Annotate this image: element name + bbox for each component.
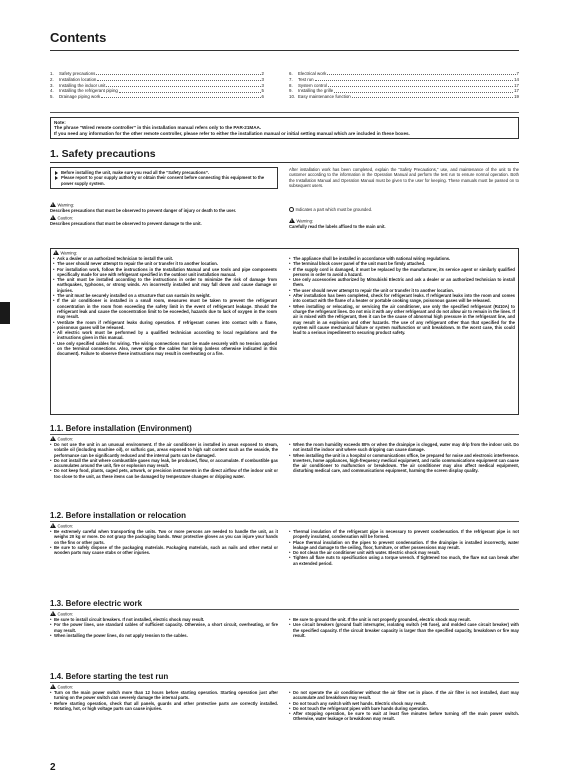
bullet-item: • The user should never attempt to repair the unit or transfer it to another location. [289,288,515,293]
box-item-1: Before installing the unit, make sure you read all the “Safety precautions”. [55,170,273,175]
section-1-3-list-right [289,617,519,638]
toc-entry-page: 5 [261,88,264,94]
toc-entry-label: Installing the grille [298,88,334,94]
toc-leader-dots [328,83,513,87]
symbol-legend [50,202,278,226]
note-box [50,117,519,139]
contents-top-rule [50,50,519,51]
toc-leader-dots [96,71,260,75]
toc-entry-label: Safety precautions [59,71,96,76]
toc-entry-page: 2 [261,71,264,76]
section-1-2-heading: 1.2. Before installation or relocation [50,511,187,520]
section-1-3-caution: !Caution: [50,611,73,617]
section-1-rule [50,162,519,163]
section-1-1-rule [50,434,519,435]
toc-entry-label: Installation location [59,76,97,82]
toc-leader-dots [334,88,513,92]
toc-entry-page: 3 [261,82,264,88]
toc-entry-label: Test run [298,76,314,82]
right-warning [289,218,519,229]
bullet-item: • Turn on the main power switch more than 12 hours before starting operation. Starting operation just after turning on the power switch can severely damage the internal parts. [50,690,278,701]
bullet-item: • After stopping operation, be sure to wait at least five minutes before turning off the main power switch. Otherwise, water leakage or breakdown may result. [289,711,519,722]
toc-right-column [289,71,519,100]
toc-entry-label: Installing the refrigerant piping [59,88,118,94]
bullet-item: • Place thermal insulation on the pipes to prevent condensation. If the drainpipe is installed incorrectly, water leakage and damage to the ceiling, floor, furniture, or other possessions may result. [289,540,519,551]
warning-legend-label: !Warning: [50,202,278,208]
caution-triangle-icon [50,215,56,220]
section-1-4-list-right [289,690,519,722]
bullet-item: • Do not clean the air conditioner unit with water. Electric shock may result. [289,550,519,555]
toc-entry-number: 8. [289,82,293,88]
bullet-item: • After installation has been completed, check for refrigerant leaks. If refrigerant leaks into the room and comes into contact with the flame of a heater or portable cooking range, poisonous gases will be released. [289,293,515,304]
bullet-item: • Ventilate the room if refrigerant leaks during operation. If refrigerant comes into contact with a flame, poisonous gases will be released. [53,320,277,331]
bullet-item: • Be extremely careful when transporting the units. Two or more persons are needed to handle the unit, as it weighs 20 kg or more. Do not grasp the packaging bands. Wear protective gloves as you can injure your hands on the fins or other parts. [50,529,278,545]
bullet-item: • For installation work, follow the instructions in the Installation Manual and use tools and pipe components specifically made for use with refrigerant specified in the outdoor unit installation manual. [53,267,277,278]
section-1-2-list-right [289,529,519,566]
toc-entry-label: System control [298,82,328,88]
toc-entry-number: 3. [50,82,54,88]
section-1-2-list-left [50,529,278,555]
warning-legend-desc: Describes precautions that must be observed to prevent danger of injury or death to the user. [50,207,237,213]
contents-title: Contents [50,30,107,45]
bullet-item: • Be sure to ground the unit. If the unit is not properly grounded, electric shock may result. [289,617,519,622]
bullet-item: • Ask a dealer or an authorized technician to install the unit. [53,256,277,261]
precaution-box [50,167,278,189]
arrow-right-icon [55,176,58,180]
bullet-item: • The user should never attempt to repair the unit or transfer it to another location. [53,261,277,266]
bullet-item: • Be sure to install circuit breakers. If not installed, electric shock may result. [50,617,278,622]
bullet-item: • All electric work must be performed by a qualified technician according to local regulations and the instructions given in this manual. [53,330,277,341]
warning-triangle-icon [53,250,59,255]
toc-leader-dots [352,94,513,98]
toc-leader-dots [101,94,260,98]
toc-entry-number: 6. [289,71,293,76]
contents-bottom-rule [50,112,519,113]
bullet-item: • The appliance shall be installed in accordance with national wiring regulations. [289,256,515,261]
bullet-item: • Do not operate the air conditioner without the air filter set in place. If the air filter is not installed, dust may accumulate and breakdown may result. [289,690,519,701]
caution-triangle-icon [50,436,56,441]
right-warning-desc: Carefully read the labels affixed to the main unit. [289,223,386,229]
bullet-item: • The unit must be installed according to the instructions in order to minimize the risk of damage from earthquakes, typhoons, or strong winds. An incorrectly installed unit may fall down and cause damage or injuries. [53,277,277,293]
note-line-2: If you need any information for the other remote controller, please refer to either the installation manual or initial setting manual which are included in these boxes. [54,130,410,136]
section-1-3-heading: 1.3. Before electric work [50,599,143,608]
bullet-item: • Do not touch any switch with wet hands. Electric shock may result. [289,701,519,706]
toc-entry-number: 4. [50,88,54,94]
language-tab-marker [0,302,10,324]
section-1-4-list-left [50,690,278,711]
arrow-right-icon [55,171,58,175]
toc-entry-page: 6 [261,94,264,100]
bullet-item: • Do not touch the refrigerant pipes with bare hands during operation. [289,706,519,711]
section-1-3-list-left [50,617,278,638]
bullet-item: • The unit must be securely installed on a structure that can sustain its weight. [53,293,277,298]
toc-entry-label: Drainage piping work [59,94,101,100]
caution-triangle-icon [50,684,56,689]
bullet-item: • If the air conditioner is installed in a small room, measures must be taken to prevent the refrigerant concentration in the room from exceeding the safety limit in the event of refrigerant leakage. Should the refrigerant leak and cause the concentration limit to be exceeded, hazards due to lack of oxygen in the room may result. [53,298,277,319]
bullet-item: • Before starting operation, check that all panels, guards and other protective parts are correctly installed. Rotating, hot, or high voltage parts can cause injuries. [50,701,278,712]
bullet-item: • Do not use the unit in an unusual environment. If the air conditioner is installed in areas exposed to steam, volatile oil (including machine oil), or sulfuric gas, areas exposed to high salt content such as the seaside, the performance can be significantly reduced and the internal parts can be damaged. [50,442,278,458]
bullet-item: • Do not install the unit where combustible gases may leak, be produced, flow, or accumulate. If combustible gas accumulates around the unit, fire or explosion may result. [50,458,278,469]
toc-entry-page: 17 [514,82,519,88]
toc-entry-number: 10. [289,94,296,100]
bullet-item: • When installing the unit in a hospital or communications office, be prepared for noise and electronic interference. Inverters, home appliances, high-frequency medical equipment, and radio communications equipment can cause the air conditioner to malfunction or breakdown. The air conditioner may also affect medical equipment, disturbing medical care, and communications equipment, harming the screen display quality. [289,453,519,474]
toc-entry-page: 17 [514,88,519,94]
toc-entry-number: 5. [50,94,54,100]
toc-entry[interactable] [289,94,519,100]
ground-legend: Indicates a part which must be grounded. [289,207,519,212]
bullet-item: • When installing or relocating, or servicing the air conditioner, use only the specified refrigerant (R410A) to charge the refrigerant lines. Do not mix it with any other refrigerant and do not allow air to remain in the lines. If air is mixed with the refrigerant, then it can be the cause of abnormal high pressure in the refrigerant line, and may result in an explosion and other hazards. The use of any refrigerant other than that specified for the system will cause mechanical failure or system malfunction or unit breakdown. In the worst case, this could lead to a serious impediment to securing product safety. [289,304,515,336]
toc-leader-dots [106,83,260,87]
section-1-4-rule [50,682,519,683]
warning-list-right [289,256,515,335]
bullet-item: • For the power lines, use standard cables of sufficient capacity. Otherwise, a short circuit, overheating, or fire may result. [50,622,278,633]
bullet-item: • Do not keep food, plants, caged pets, artwork, or precision instruments in the direct airflow of the indoor unit or too close to the unit, as these items can be damaged by temperature changes or dripping water. [50,468,278,479]
warning-triangle-icon [289,218,295,223]
toc-entry-label: Installing the indoor unit [59,82,106,88]
toc-entry-label: Electrical work [298,71,327,76]
toc-entry-number: 1. [50,71,54,76]
bullet-item: • The terminal block cover panel of the unit must be firmly attached. [289,261,515,266]
section-1-1-list-right [289,442,519,474]
bullet-item: • When the room humidity exceeds 80% or when the drainpipe is clogged, water may drip from the indoor unit. Do not install the indoor unit where such dripping can cause damage. [289,442,519,453]
section-1-4-heading: 1.4. Before starting the test run [50,672,169,681]
bullet-item: • Use only specified cables for wiring. The wiring connections must be made securely with no tension applied on the terminal connections. Also, never splice the cables for wiring (unless otherwise indicated in this document). Failure to observe these instructions may result in overheating or a fire. [53,341,277,357]
warning-box-label: !Warning: [53,250,77,256]
after-installation-para: After installation work has been completed, explain the “Safety Precautions,” use, and maintenance of the unit to the customer according to the information in the Operation Manual and perform the test run to ensure normal operation. Both the Installation Manual and Operation Manual must be given to the user for keeping. These manuals must be passed on to subsequent users. [289,167,519,188]
toc-leader-dots [97,77,260,81]
note-label: Note: [54,119,66,125]
section-1-1-heading: 1.1. Before installation (Environment) [50,424,192,433]
section-1-2-rule [50,521,519,522]
bullet-item: • Use circuit breakers (ground fault interrupter, isolating switch (+B fuse), and molded case circuit breaker) with the specified capacity. If the circuit breaker capacity is larger than the specified capacity, breakdown or fire may result. [289,622,519,638]
box-item-2: Please report to your supply authority or obtain their consent before connecting this equipment to the power supply system. [55,175,273,186]
toc-entry-page: 19 [514,94,519,100]
note-line-1: The phrase "Wired remote controller" in this installation manual refers only to the PAR-21MAA. [54,125,262,131]
toc-leader-dots [315,77,513,81]
caution-legend-desc: Describes precautions that must be observed to prevent damage to the unit. [50,220,202,226]
toc-entry-label: Easy maintenance function [298,94,351,100]
section-1-2-caution: !Caution: [50,523,73,529]
bullet-item: • Tighten all flare nuts to specification using a torque wrench. If tightened too much, the flare nut can break after an extended period. [289,555,519,566]
page-number: 2 [50,762,56,773]
toc-entry-page: 3 [261,76,264,82]
warning-triangle-icon [50,202,56,207]
section-1-3-rule [50,609,519,610]
ground-icon [289,207,294,212]
right-warning-label: !Warning: [289,218,519,224]
caution-triangle-icon [50,611,56,616]
section-1-4-caution: !Caution: [50,684,73,690]
section-1-1-caution: !Caution: [50,436,73,442]
warning-list-left [53,256,277,357]
bullet-item: • Use only accessories authorized by Mitsubishi Electric and ask a dealer or an authorized technician to install them. [289,277,515,288]
bullet-item: • If the supply cord is damaged, it must be replaced by the manufacturer, its service agent or similarly qualified persons in order to avoid a hazard. [289,267,515,278]
caution-triangle-icon [50,523,56,528]
section-1-heading: 1. Safety precautions [50,148,156,160]
toc-entry-page: 14 [514,76,519,82]
toc-entry-number: 2. [50,76,54,82]
toc-entry[interactable] [50,94,264,100]
toc-left-column [50,71,264,100]
bullet-item: • When installing the power lines, do not apply tension to the cables. [50,633,278,638]
caution-legend-label: !Caution: [50,215,278,221]
toc-entry-number: 9. [289,88,293,94]
toc-leader-dots [327,71,515,75]
section-1-1-list-left [50,442,278,479]
bullet-item: • Thermal insulation of the refrigerant pipe is necessary to prevent condensation. If the refrigerant pipe is not properly insulated, condensation will be formed. [289,529,519,540]
toc-entry-number: 7. [289,76,293,82]
toc-leader-dots [119,88,261,92]
bullet-item: • Be sure to safely dispose of the packaging materials. Packaging materials, such as nails and other metal or wooden parts may cause stabs or other injuries. [50,545,278,556]
toc-entry-page: 7 [516,71,519,76]
